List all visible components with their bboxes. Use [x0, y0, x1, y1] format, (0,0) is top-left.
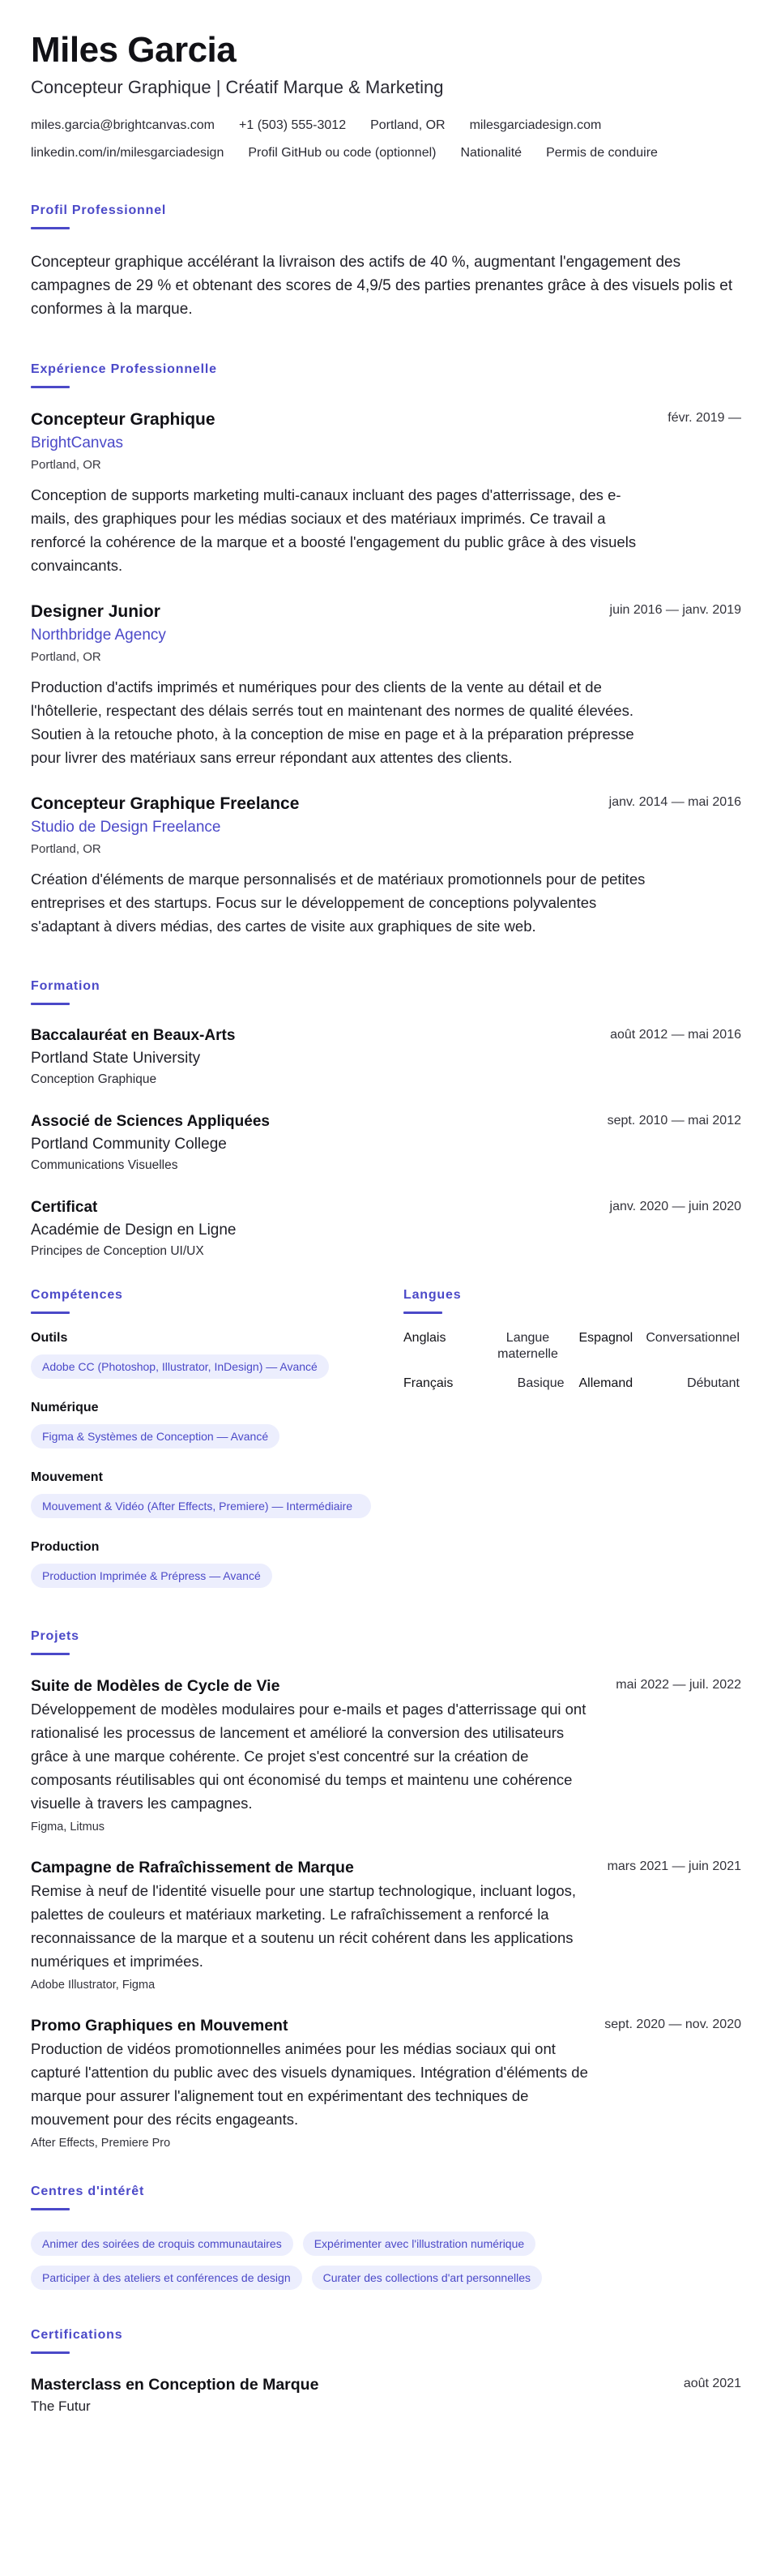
job-location: Portland, OR: [31, 458, 101, 472]
company-name: BrightCanvas: [31, 434, 124, 451]
education-item: [31, 1198, 741, 1260]
project-dates: mai 2022 — juil. 2022: [616, 1678, 741, 1692]
project-tools: Adobe Illustrator, Figma: [31, 1979, 156, 1992]
skill-chip: Production Imprimée & Prépress — Avancé: [31, 1564, 272, 1588]
project-item: [31, 1858, 741, 1993]
language-item: [579, 1330, 740, 1363]
contact-linkedin[interactable]: linkedin.com/in/milesgarciadesign: [31, 146, 224, 160]
skill-chip: Figma & Systèmes de Conception — Avancé: [31, 1424, 279, 1448]
company-name: Northbridge Agency: [31, 627, 166, 644]
job-description: Production d'actifs imprimés et numériques pour des clients de la vente au détail et de l'hôtellerie, respectant des délais serrés tout en maintenant des normes de qualité élevées. Soutien à la retouche photo, à la conception de mise en page et à la préparation prépresse pour livrer des matériaux sans erreur répondant aux attentes des clients.: [31, 678, 634, 766]
education-dates: janv. 2020 — juin 2020: [609, 1200, 741, 1213]
section-title-education: Formation: [31, 979, 100, 993]
skill-chip: Adobe CC (Photoshop, Illustrator, InDesign) — Avancé: [31, 1354, 329, 1379]
project-item: [31, 2016, 741, 2151]
education-section: [31, 978, 741, 1260]
project-name: Suite de Modèles de Cycle de Vie: [31, 1677, 280, 1695]
languages-section: [403, 1287, 740, 1588]
skill-category: Numérique: [31, 1401, 99, 1414]
degree-title: Baccalauréat en Beaux-Arts: [31, 1027, 236, 1044]
profile-summary: Concepteur graphique accélérant la livraison des actifs de 40 %, augmentant l'engagement des campagnes de 29 % et obtenant des scores de 4,9/5 des parties prenantes grâce à des visuels polis et conformes à la marque.: [31, 254, 733, 318]
candidate-name: Miles Garcia: [31, 30, 237, 70]
contact-github[interactable]: Profil GitHub ou code (optionnel): [248, 146, 437, 160]
section-divider: [31, 227, 70, 229]
language-item: [579, 1376, 740, 1392]
section-divider: [31, 1653, 70, 1655]
projects-section: [31, 1628, 741, 2151]
project-description: Remise à neuf de l'identité visuelle pour une startup technologique, incluant logos, palettes de couleurs et matériaux marketing. Le rafraîchissement a renforcé la reconnaissance de la marque et a soutenu un récit cohérent dans les applications numériques et imprimées.: [31, 1882, 577, 1970]
job-location: Portland, OR: [31, 650, 101, 664]
certification-item: [31, 2375, 741, 2416]
contact-nationality: Nationalité: [460, 146, 522, 160]
contact-list: [31, 117, 741, 162]
experience-item: [31, 409, 741, 577]
experience-item: [31, 601, 741, 769]
certifications-section: [31, 2327, 741, 2416]
degree-title: Associé de Sciences Appliquées: [31, 1113, 270, 1130]
project-dates: sept. 2020 — nov. 2020: [604, 2018, 741, 2031]
section-title-experience: Expérience Professionnelle: [31, 362, 217, 376]
section-divider: [31, 1003, 70, 1005]
job-dates: juin 2016 — janv. 2019: [609, 603, 741, 617]
language-item: [403, 1376, 565, 1392]
skill-group: [31, 1539, 367, 1588]
job-title: Concepteur Graphique Freelance: [31, 794, 300, 813]
section-divider: [31, 2351, 70, 2354]
contact-location: Portland, OR: [370, 118, 446, 132]
school-name: Académie de Design en Ligne: [31, 1222, 237, 1239]
candidate-headline: Concepteur Graphique | Créatif Marque & Marketing: [31, 77, 444, 97]
language-level: Conversationnel: [646, 1331, 740, 1345]
interest-chip: Participer à des ateliers et conférences de design: [31, 2266, 302, 2290]
degree-title: Certificat: [31, 1199, 98, 1216]
interests-section: [31, 2184, 741, 2290]
experience-section: [31, 362, 741, 938]
project-description: Développement de modèles modulaires pour e-mails et pages d'atterrissage qui ont rationalisé les processus de lancement et amélioré la conversion des utilisateurs grâce à une marque cohérente. Ce projet s'est concentré sur la création de composants réutilisables qui ont économisé du temps et maintenu une cohérence visuelle à travers les campagnes.: [31, 1701, 586, 1812]
profile-section: [31, 203, 741, 321]
project-name: Promo Graphiques en Mouvement: [31, 2017, 288, 2035]
language-name: Espagnol: [578, 1331, 633, 1345]
school-name: Portland State University: [31, 1050, 201, 1067]
education-dates: sept. 2010 — mai 2012: [607, 1114, 741, 1128]
skills-languages-row: [31, 1287, 741, 1588]
project-item: [31, 1676, 741, 1835]
job-title: Designer Junior: [31, 602, 160, 621]
contact-driving-license: Permis de conduire: [546, 146, 658, 160]
contact-phone[interactable]: +1 (503) 555-3012: [239, 118, 347, 132]
section-title-profile: Profil Professionnel: [31, 203, 167, 217]
skill-group: [31, 1330, 367, 1379]
interest-chip: Curater des collections d'art personnelles: [312, 2266, 542, 2290]
interest-chip: Animer des soirées de croquis communautaires: [31, 2232, 293, 2256]
project-name: Campagne de Rafraîchissement de Marque: [31, 1859, 354, 1876]
section-divider: [31, 1312, 70, 1314]
job-location: Portland, OR: [31, 842, 101, 856]
resume-header: [31, 29, 741, 162]
language-list: [403, 1330, 740, 1392]
section-title-interests: Centres d'intérêt: [31, 2184, 145, 2198]
skill-category: Outils: [31, 1331, 68, 1345]
job-description: Création d'éléments de marque personnalisés et de matériaux promotionnels pour de petites entreprises et des startups. Focus sur le développement de conceptions polyvalentes s'adaptant à divers médias, des cartes de visite aux graphiques de site web.: [31, 871, 646, 935]
education-item: [31, 1112, 741, 1174]
job-title: Concepteur Graphique: [31, 410, 215, 429]
language-name: Anglais: [403, 1331, 446, 1345]
interest-list: [31, 2232, 614, 2290]
contact-website[interactable]: milesgarciadesign.com: [469, 118, 602, 132]
job-description: Conception de supports marketing multi-canaux incluant des pages d'atterrissage, des e-mails, des graphiques pour les médias sociaux et des matériaux imprimés. Ce travail a renforcé la cohérence de la marque et a boosté l'engagement du public grâce à des visuels convaincants.: [31, 486, 637, 574]
skill-category: Mouvement: [31, 1470, 103, 1484]
language-level: Basique: [517, 1376, 565, 1390]
company-name: Studio de Design Freelance: [31, 819, 221, 836]
job-dates: févr. 2019 —: [668, 411, 741, 425]
certification-issuer: The Futur: [31, 2398, 91, 2414]
project-tools: After Effects, Premiere Pro: [31, 2137, 171, 2150]
certification-name: Masterclass en Conception de Marque: [31, 2376, 319, 2394]
education-item: [31, 1026, 741, 1088]
skill-category: Production: [31, 1540, 100, 1554]
certification-date: août 2021: [683, 2377, 741, 2390]
project-description: Production de vidéos promotionnelles animées pour les médias sociaux qui ont capturé l'attention du public avec des visuels dynamiques. Intégration d'éléments de marque pour assurer l'alignement tout en expérimentant des techniques de mouvement pour des récits engageants.: [31, 2040, 588, 2128]
language-name: Allemand: [578, 1376, 633, 1390]
study-field: Communications Visuelles: [31, 1158, 178, 1172]
interest-chip: Expérimenter avec l'illustration numérique: [303, 2232, 535, 2256]
experience-item: [31, 794, 741, 938]
skill-chip: Mouvement & Vidéo (After Effects, Premiere) — Intermédiaire: [31, 1494, 371, 1518]
education-dates: août 2012 — mai 2016: [610, 1028, 741, 1042]
skill-group: [31, 1470, 367, 1518]
section-divider: [31, 2208, 70, 2210]
study-field: Principes de Conception UI/UX: [31, 1244, 204, 1258]
section-title-certifications: Certifications: [31, 2328, 123, 2342]
contact-email[interactable]: miles.garcia@brightcanvas.com: [31, 118, 215, 132]
language-level: Langue maternelle: [497, 1331, 558, 1361]
study-field: Conception Graphique: [31, 1072, 157, 1086]
skill-group: [31, 1400, 367, 1448]
project-tools: Figma, Litmus: [31, 1821, 105, 1834]
project-dates: mars 2021 — juin 2021: [607, 1859, 741, 1873]
language-level: Débutant: [687, 1376, 740, 1390]
language-item: [403, 1330, 565, 1363]
skills-section: [31, 1287, 367, 1588]
job-dates: janv. 2014 — mai 2016: [608, 795, 741, 809]
language-name: Français: [403, 1376, 454, 1390]
section-title-skills: Compétences: [31, 1288, 123, 1302]
section-divider: [403, 1312, 442, 1314]
section-divider: [31, 386, 70, 388]
section-title-projects: Projets: [31, 1629, 79, 1643]
section-title-languages: Langues: [403, 1288, 462, 1302]
school-name: Portland Community College: [31, 1136, 227, 1153]
